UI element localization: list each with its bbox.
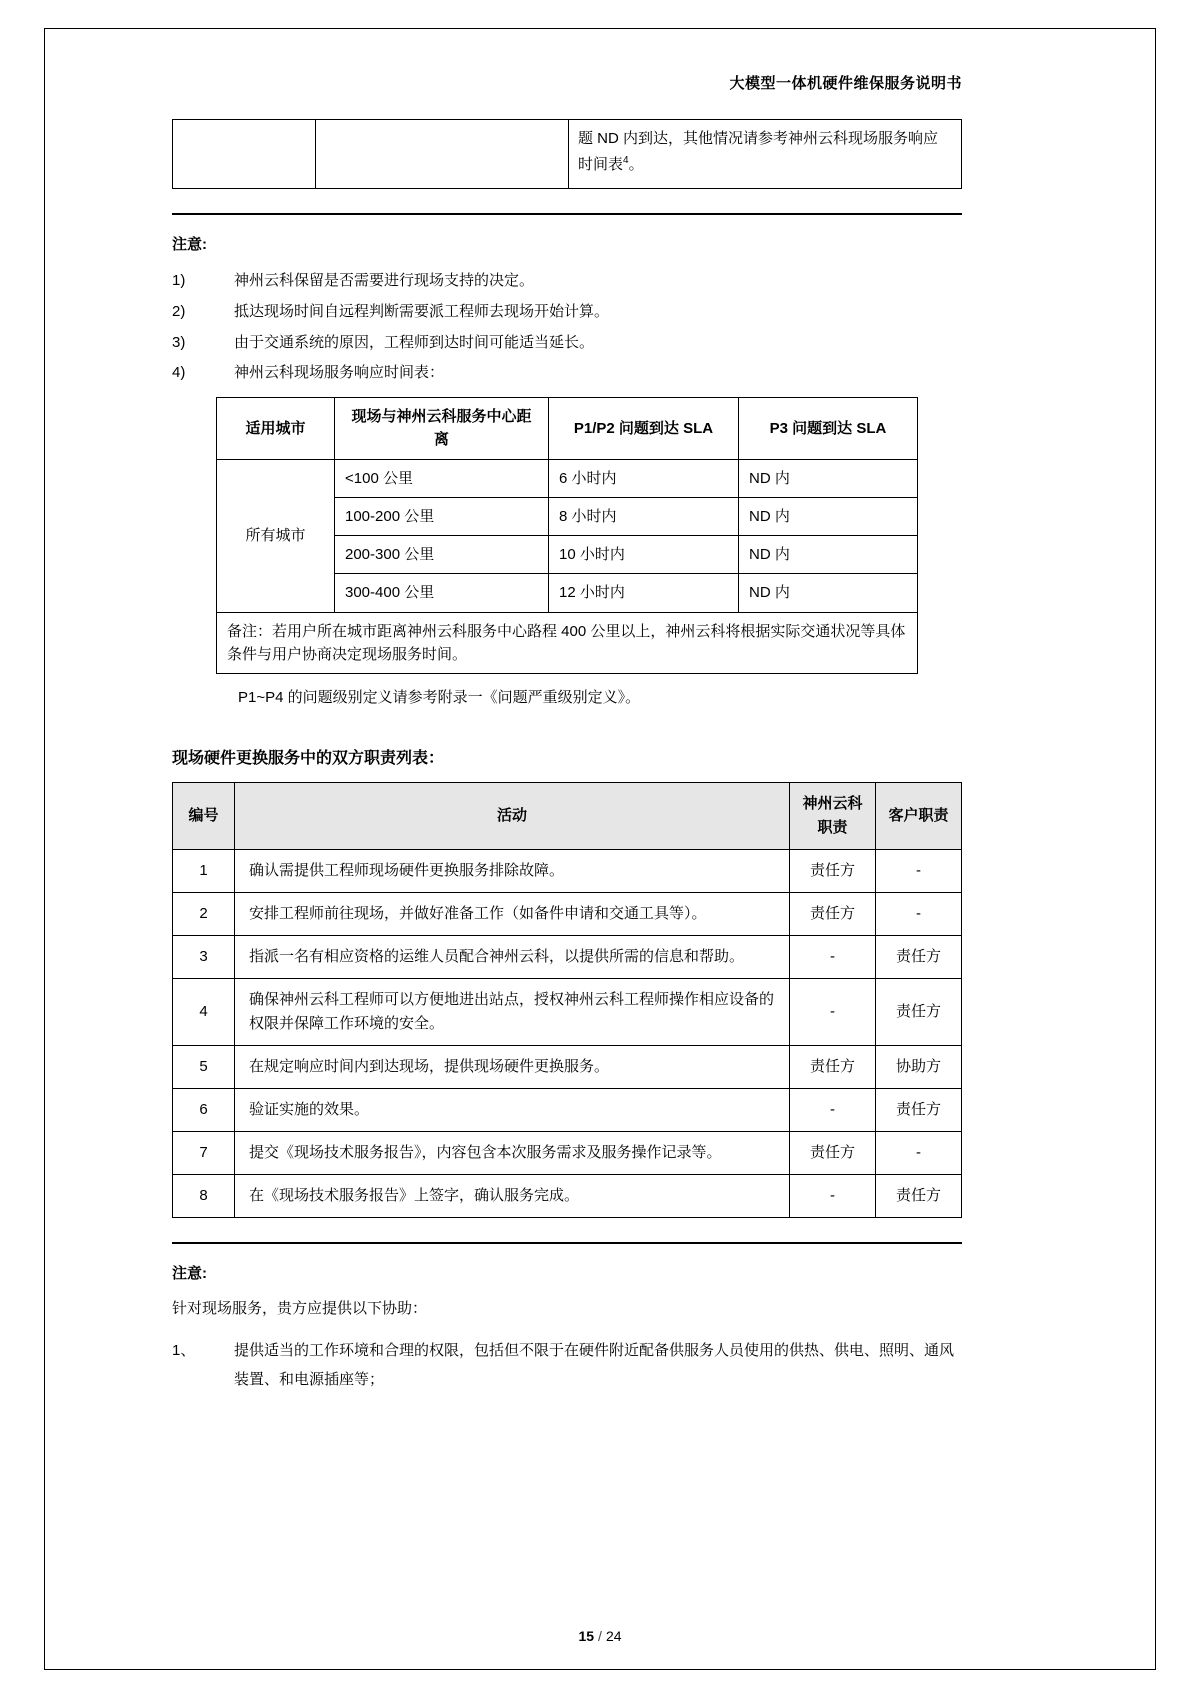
notice-intro-2: 针对现场服务，贵方应提供以下协助：: [172, 1300, 428, 1317]
resp-row-vendor: -: [790, 1175, 876, 1218]
resp-row-activity: 指派一名有相应资格的运维人员配合神州云科，以提供所需的信息和帮助。: [235, 936, 790, 979]
resp-row-customer: -: [876, 893, 962, 936]
table-row: [173, 1089, 962, 1132]
table-header-row: [217, 398, 918, 460]
section-title-responsibility: 现场硬件更换服务中的双方职责列表：: [172, 750, 445, 767]
document-header-title: 大模型一体机硬件维保服务说明书: [729, 76, 962, 92]
section-divider-bottom: [172, 1242, 962, 1244]
list-marker: 1、: [172, 1341, 196, 1359]
resp-row-vendor: 责任方: [790, 850, 876, 893]
resp-header-vendor: 神州云科职责: [790, 783, 876, 850]
sla-p3-value: ND 内: [739, 459, 918, 497]
notice-list-2: [172, 1336, 962, 1395]
table-row: [173, 120, 962, 189]
list-item: [172, 266, 962, 297]
list-marker: 1): [172, 272, 186, 289]
resp-header-activity: 活动: [235, 783, 790, 850]
continued-text-line2: 时间表: [578, 155, 624, 173]
table-row: [173, 850, 962, 893]
table-header-row: [173, 783, 962, 850]
resp-row-customer: 责任方: [876, 1175, 962, 1218]
resp-row-no: 7: [173, 1132, 235, 1175]
continued-table: [172, 119, 962, 189]
table-row: [217, 612, 918, 674]
resp-row-no: 4: [173, 979, 235, 1046]
resp-row-activity: 安排工程师前往现场，并做好准备工作（如备件申请和交通工具等）。: [235, 893, 790, 936]
list-item: [172, 297, 962, 328]
table-row: [173, 893, 962, 936]
section-divider-top: [172, 213, 962, 215]
sla-table-wrapper: [216, 397, 918, 674]
table-row: [173, 1046, 962, 1089]
footnote-marker: 4: [623, 154, 629, 166]
notice-label-1: 注意:: [172, 236, 207, 253]
resp-row-activity: 验证实施的效果。: [235, 1089, 790, 1132]
sla-header-p12: P1/P2 问题到达 SLA: [549, 398, 739, 460]
resp-row-vendor: -: [790, 936, 876, 979]
resp-row-activity: 在规定响应时间内到达现场，提供现场硬件更换服务。: [235, 1046, 790, 1089]
continued-cell-col1: [173, 120, 316, 189]
resp-row-no: 8: [173, 1175, 235, 1218]
list-text: 抵达现场时间自远程判断需要派工程师去现场开始计算。: [234, 302, 610, 320]
list-text: 神州云科保留是否需要进行现场支持的决定。: [234, 272, 535, 289]
continued-cell-col3: [569, 120, 962, 189]
resp-row-activity: 提交《现场技术服务报告》，内容包含本次服务需求及服务操作记录等。: [235, 1132, 790, 1175]
table-row: [173, 979, 962, 1046]
table-row: [173, 1132, 962, 1175]
list-text: 神州云科现场服务响应时间表：: [234, 364, 445, 382]
sla-p12-value: 10 小时内: [549, 536, 739, 574]
list-text: 提供适当的工作环境和合理的权限，包括但不限于在硬件附近配备供服务人员使用的供热、供电、照明、通风装置、和电源插座等；: [234, 1341, 955, 1388]
resp-header-customer: 客户职责: [876, 783, 962, 850]
sla-table-note: 备注：若用户所在城市距离神州云科服务中心路程 400 公里以上，神州云科将根据实际交通状况等具体条件与用户协商决定现场服务时间。: [217, 612, 918, 674]
sla-distance-value: 200-300 公里: [335, 536, 549, 574]
resp-row-vendor: 责任方: [790, 893, 876, 936]
page-footer: [0, 1628, 1200, 1644]
resp-row-vendor: 责任方: [790, 1132, 876, 1175]
footer-separator: /: [598, 1628, 602, 1644]
resp-header-no: 编号: [173, 783, 235, 850]
list-item: [172, 358, 962, 389]
notice-list-1: [172, 266, 962, 389]
resp-row-no: 2: [173, 893, 235, 936]
sla-reference-note: P1~P4 的问题级别定义请参考附录一《问题严重级别定义》。: [238, 689, 641, 706]
sla-distance-value: 100-200 公里: [335, 497, 549, 535]
table-row: [173, 936, 962, 979]
resp-row-activity: 确认需提供工程师现场硬件更换服务排除故障。: [235, 850, 790, 893]
footer-current-page: 15: [578, 1628, 595, 1644]
continued-cell-col2: [316, 120, 569, 189]
sla-distance-value: 300-400 公里: [335, 574, 549, 612]
list-item: [172, 1336, 962, 1395]
continued-text-line2-end: 。: [628, 155, 644, 173]
resp-row-customer: 责任方: [876, 1089, 962, 1132]
sla-distance-value: <100 公里: [335, 459, 549, 497]
resp-row-activity: 确保神州云科工程师可以方便地进出站点，授权神州云科工程师操作相应设备的权限并保障工作环境的安全。: [235, 979, 790, 1046]
resp-row-vendor: 责任方: [790, 1046, 876, 1089]
list-text: 由于交通系统的原因，工程师到达时间可能适当延长。: [234, 333, 595, 351]
resp-row-no: 5: [173, 1046, 235, 1089]
list-marker: 3): [172, 333, 186, 351]
sla-city-value: 所有城市: [217, 459, 335, 612]
sla-p12-value: 8 小时内: [549, 497, 739, 535]
resp-row-no: 3: [173, 936, 235, 979]
resp-row-customer: 协助方: [876, 1046, 962, 1089]
sla-p3-value: ND 内: [739, 574, 918, 612]
sla-p3-value: ND 内: [739, 536, 918, 574]
table-row: [217, 459, 918, 497]
resp-row-customer: 责任方: [876, 979, 962, 1046]
list-marker: 4): [172, 364, 186, 382]
sla-p12-value: 6 小时内: [549, 459, 739, 497]
responsibility-table: [172, 782, 962, 1218]
resp-row-activity: 在《现场技术服务报告》上签字，确认服务完成。: [235, 1175, 790, 1218]
resp-row-customer: -: [876, 850, 962, 893]
resp-row-vendor: -: [790, 1089, 876, 1132]
page-content: [172, 72, 962, 1394]
list-marker: 2): [172, 302, 186, 320]
resp-row-no: 1: [173, 850, 235, 893]
sla-header-p3: P3 问题到达 SLA: [739, 398, 918, 460]
table-row: [173, 1175, 962, 1218]
sla-p3-value: ND 内: [739, 497, 918, 535]
sla-p12-value: 12 小时内: [549, 574, 739, 612]
sla-header-distance: 现场与神州云科服务中心距离: [335, 398, 549, 460]
notice-label-2: 注意:: [172, 1265, 207, 1282]
list-item: [172, 328, 962, 359]
resp-row-customer: 责任方: [876, 936, 962, 979]
footer-total-pages: 24: [605, 1628, 622, 1644]
sla-response-time-table: [216, 397, 918, 674]
resp-row-vendor: -: [790, 979, 876, 1046]
resp-row-no: 6: [173, 1089, 235, 1132]
sla-header-city: 适用城市: [217, 398, 335, 460]
resp-row-customer: -: [876, 1132, 962, 1175]
continued-text-line1: 题 ND 内到达，其他情况请参考神州云科现场服务响应: [578, 130, 939, 147]
